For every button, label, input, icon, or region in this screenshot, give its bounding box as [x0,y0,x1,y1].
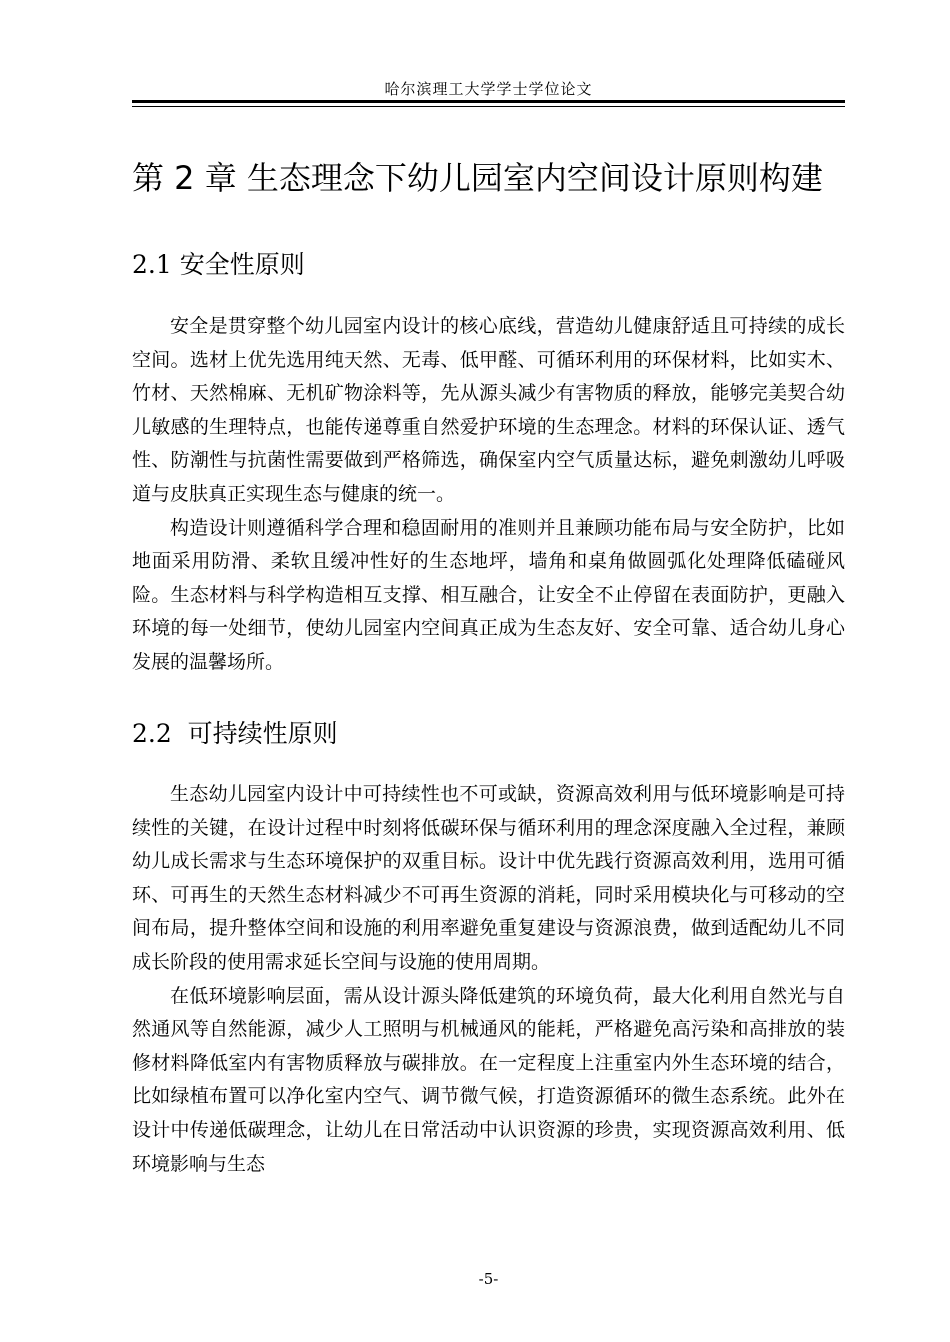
page-number: -5- [478,1270,499,1288]
section-title-text: 可持续性原则 [187,719,338,748]
section-heading-2-1 [132,249,845,281]
section-title-text: 安全性原则 [179,250,305,279]
section-body-2-1 [132,310,845,680]
paragraph: 构造设计则遵循科学合理和稳固耐用的准则并且兼顾功能布局与安全防护，比如地面采用防滑、柔软且缓冲性好的生态地坪，墙角和桌角做圆弧化处理降低磕碰风险。生态材料与科学构造相互支撑、相互融合，让安全不止停留在表面防护，更融入环境的每一处细节，使幼儿园室内空间真正成为生态友好、安全可靠、适合幼儿身心发展的温馨场所。 [132,516,845,673]
header-rule-thin [132,106,845,107]
section-heading-2-2 [132,718,845,750]
running-header: 哈尔滨理工大学学士学位论文 [384,80,593,98]
paragraph: 在低环境影响层面，需从设计源头降低建筑的环境负荷，最大化利用自然光与自然通风等自然能源，减少人工照明与机械通风的能耗，严格避免高污染和高排放的装修材料降低室内有害物质释放与碳排放。在一定程度上注重室内外生态环境的结合，比如绿植布置可以净化室内空气、调节微气候，打造资源循环的微生态系统。此外在设计中传递低碳理念，让幼儿在日常活动中认识资源的珍贵，实现资源高效利用、低环境影响与生态 [132,984,845,1175]
header-rule-thick [132,100,845,103]
section-body-2-2 [132,778,845,1181]
paragraph: 安全是贯穿整个幼儿园室内设计的核心底线，营造幼儿健康舒适且可持续的成长空间。选材上优先选用纯天然、无毒、低甲醛、可循环利用的环保材料，比如实木、竹材、天然棉麻、无机矿物涂料等，先从源头减少有害物质的释放，能够完美契合幼儿敏感的生理特点，也能传递尊重自然爱护环境的生态理念。材料的环保认证、透气性、防潮性与抗菌性需要做到严格筛选，确保室内空气质量达标，避免刺激幼儿呼吸道与皮肤真正实现生态与健康的统一。 [132,315,845,505]
chapter-title: 第 2 章 生态理念下幼儿园室内空间设计原则构建 [132,159,823,197]
section-number: 2.1 [132,250,172,279]
paragraph: 生态幼儿园室内设计中可持续性也不可或缺，资源高效利用与低环境影响是可持续性的关键，在设计过程中时刻将低碳环保与循环利用的理念深度融入全过程，兼顾幼儿成长需求与生态环境保护的双重目标。设计中优先践行资源高效利用，选用可循环、可再生的天然生态材料减少不可再生资源的消耗，同时采用模块化与可移动的空间布局，提升整体空间和设施的利用率避免重复建设与资源浪费，做到适配幼儿不同成长阶段的使用需求延长空间与设施的使用周期。 [132,783,845,973]
section-number: 2.2 [132,719,172,748]
